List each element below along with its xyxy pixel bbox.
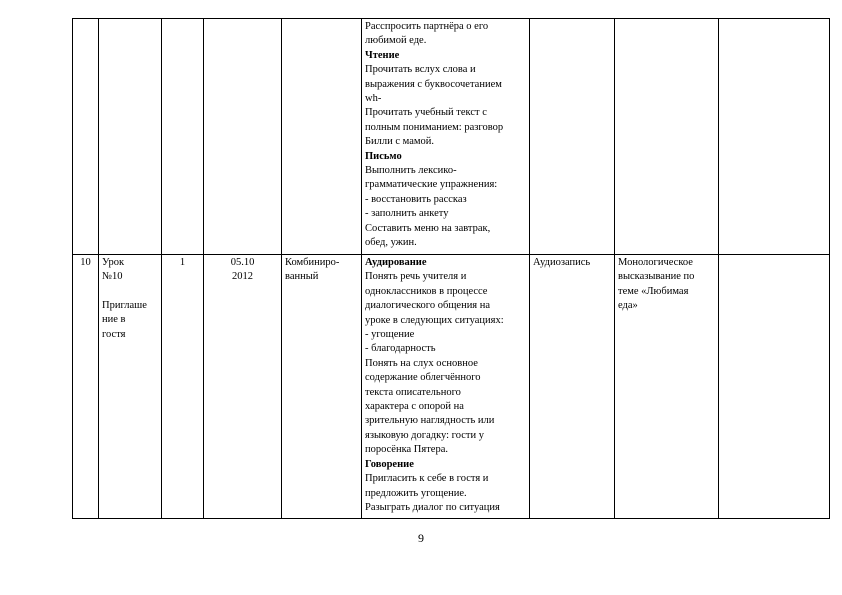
text-line: зрительную наглядность или [365,415,495,427]
cell-hours [162,255,204,519]
lesson-topic: ние в [102,314,126,326]
text-line: предложить угощение. [365,487,467,499]
text-line: одноклассников в процессе [365,285,488,297]
spacer [102,285,158,299]
cell-notes [719,19,830,255]
lesson-topic: Приглаше [102,299,147,311]
page-number: 9 [418,531,424,545]
text-line: характера с опорой на [365,401,464,413]
cell-equipment [530,255,615,519]
cell-type [282,19,362,255]
text-line: содержание облегчённого [365,372,481,384]
lesson-number: 10 [80,257,91,268]
text-line: уроке в следующих ситуациях: [365,314,504,326]
control-text: теме «Любимая [618,285,689,297]
text-line: любимой еде. [365,35,427,47]
date-value: 2012 [232,271,253,283]
text-line: - угощение [365,329,415,341]
text-line: обед, ужин. [365,237,417,249]
text-line: Прочитать вслух слова и [365,64,476,76]
text-line: поросёнка Пятера. [365,444,448,456]
reading-heading: Чтение [365,49,400,61]
lesson-label: №10 [102,271,123,283]
cell-number [73,255,99,519]
equipment-value: Аудиозапись [533,257,591,268]
cell-activities [362,19,530,255]
text-line: диалогического общения на [365,300,491,312]
text-line: wh- [365,93,382,105]
listening-heading: Аудирование [365,257,427,268]
cell-control [615,19,719,255]
cell-hours [162,19,204,255]
cell-activities [362,255,530,519]
text-line: текста описательного [365,386,461,398]
cell-lesson [99,255,162,519]
text-line: Составить меню на завтрак, [365,222,491,234]
text-line: Пригласить к себе в гостя и [365,473,489,485]
hours-value: 1 [179,257,186,268]
control-text: еда» [618,300,638,312]
text-line: - благодарность [365,343,436,355]
lesson-plan-table [72,18,830,519]
control-text: высказывание по [618,271,695,283]
cell-number [73,19,99,255]
text-line: Разыграть диалог по ситуация [365,501,500,513]
table-row [73,255,830,519]
cell-lesson [99,19,162,255]
cell-date [204,255,282,519]
text-line: выражения с буквосочетанием [365,78,502,90]
cell-date [204,19,282,255]
lesson-type: Комбиниро- [285,257,340,268]
lesson-type: ванный [285,271,319,283]
lesson-label: Урок [102,257,125,268]
text-line: языковую догадку: гости у [365,429,484,441]
text-line: Расспросить партнёра о его [365,21,489,32]
text-line: Прочитать учебный текст с [365,107,487,119]
date-value: 05.10 [230,257,255,268]
text-line: Выполнить лексико- [365,165,457,177]
text-line: полным пониманием: разговор [365,121,504,133]
text-line: грамматические упражнения: [365,179,498,191]
cell-notes [719,255,830,519]
cell-type [282,255,362,519]
text-line: - заполнить анкету [365,208,449,220]
cell-control [615,255,719,519]
text-line: Понять на слух основное [365,357,478,369]
text-line: Билли с мамой. [365,136,435,148]
control-text: Монологическое [618,257,693,268]
lesson-topic: гостя [102,328,126,340]
table-row [73,19,830,255]
text-line: - восстановить рассказ [365,193,467,205]
text-line: Понять речь учителя и [365,271,467,283]
writing-heading: Письмо [365,150,402,162]
speaking-heading: Говорение [365,458,414,470]
cell-equipment [530,19,615,255]
